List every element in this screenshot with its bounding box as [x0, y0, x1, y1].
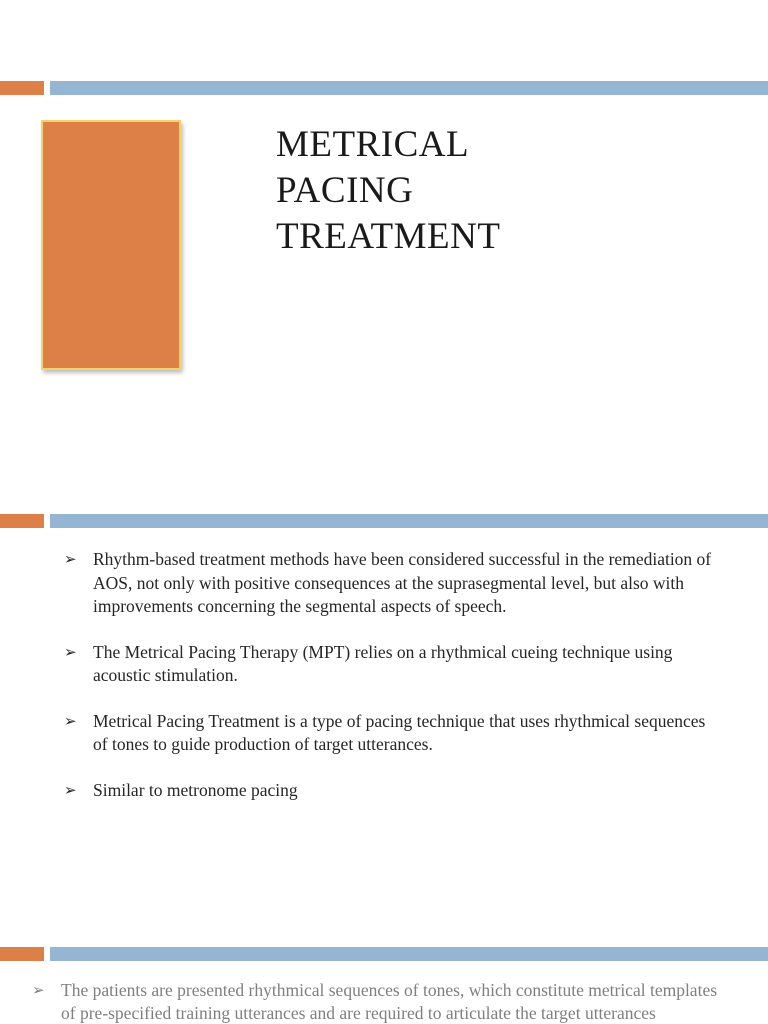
band-blue-segment [50, 514, 768, 528]
band-orange-segment [0, 81, 44, 95]
bullet-text: Similar to metronome pacing [93, 779, 298, 800]
bullet-text: Metrical Pacing Treatment is a type of pacing technique that uses rhythmical sequences of tones to guide production of target utterances. [93, 710, 706, 754]
bullet-text-line: of pre-specified training utterances and are required to articulate the target utterances [61, 1003, 656, 1023]
arrow-bullet-icon: ➢ [64, 711, 77, 730]
band-blue-segment [50, 81, 768, 95]
slide-title-line: METRICAL [276, 124, 470, 165]
bullet-text-line: The patients are presented rhythmical sequences of tones, which constitute metrical templates [61, 980, 718, 1000]
list-item [64, 548, 714, 619]
slide-title-line: PACING [276, 170, 414, 211]
slide3-header-band [0, 947, 768, 961]
list-item [32, 979, 768, 1024]
band-orange-segment [0, 947, 44, 961]
arrow-bullet-icon: ➢ [64, 550, 77, 568]
slide3-bullet-list [32, 979, 768, 1024]
arrow-bullet-icon: ➢ [64, 780, 77, 799]
list-item [64, 641, 714, 688]
list-item [64, 779, 714, 803]
list-item [64, 710, 714, 757]
band-orange-segment [0, 514, 44, 528]
arrow-bullet-icon: ➢ [64, 642, 77, 661]
bullet-text: Rhythm-based treatment methods have been considered successful in the remediation of AOS, not only with positive consequences at the suprasegmental level, but also with improvements concerning the segmental aspects of speech. [93, 549, 712, 616]
slide1-header-band [0, 81, 768, 95]
band-blue-segment [50, 947, 768, 961]
bullet-text: The Metrical Pacing Therapy (MPT) relies on a rhythmical cueing technique using acoustic stimulation. [93, 641, 673, 685]
slide-title [276, 122, 696, 260]
slide2-header-band [0, 514, 768, 528]
slide-title-line: TREATMENT [276, 216, 501, 257]
arrow-bullet-icon: ➢ [32, 981, 45, 999]
bullet-list [64, 548, 714, 824]
title-accent-block [41, 120, 181, 370]
